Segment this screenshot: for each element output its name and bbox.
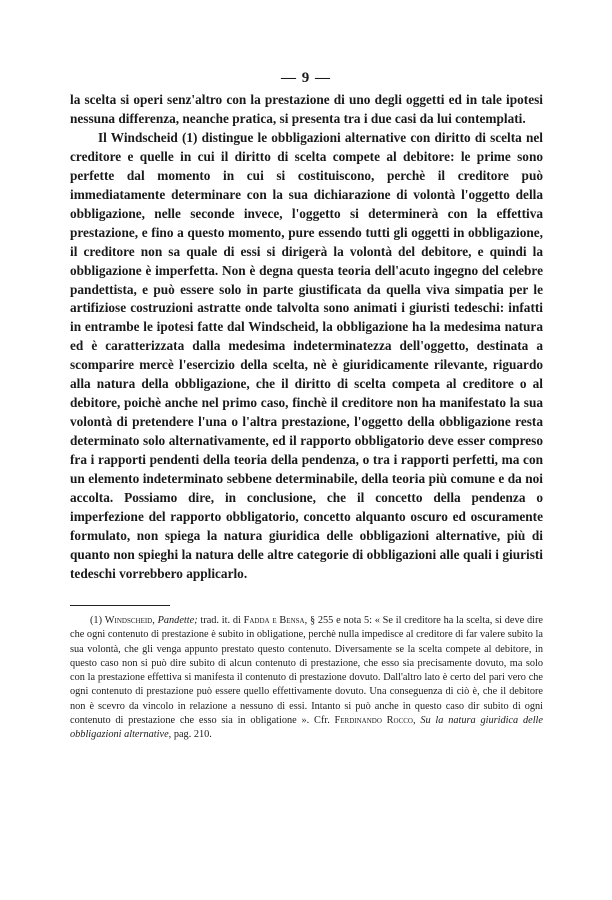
footnote-ref: § 255 e nota 5: (309, 615, 372, 626)
footnote-cited-work: Su la natura giuridica delle obbligazioni alternative, (70, 715, 543, 741)
footnote-translation: trad. it. di (200, 615, 241, 626)
footnote-marker: (1) (90, 615, 103, 626)
footnote-author: Windscheid, (104, 615, 155, 626)
footnote-separator (70, 605, 170, 606)
footnote-work: Pandette; (157, 615, 198, 626)
footnote-translators: Fadda e Bensa, (243, 615, 308, 626)
body-paragraph: Il Windscheid (1) distingue le obbligazioni alternative con diritto di scelta nel creditore e quelle in cui il diritto di scelta compete al debitore: le prime sono perfette dal momento in cui si costituiscono, perchè il creditore può immediatamente determinare con la sua dichiarazione di volontà l'oggetto della obbligazione, nelle seconde invece, l'oggetto si determinerà con la effettiva prestazione, e fino a questo momento, pure essendo tutti gli oggetti in obbligazione, il creditore non sa quale di essi si dirigerà la volontà del debitore, e quindi la obbligazione è imperfetta. Non è degna questa teoria dell'acuto ingegno del celebre pandettista, e può essere solo in parte giustificata da quella viva simpatia per le artifiziose costruzioni astratte onde talvolta sono animati i giuristi tedeschi: infatti in entrambe le ipotesi fatte dal Windscheid, la obbligazione ha la medesima natura ed è caratterizzata dalla medesima indeterminatezza dell'oggetto, destinata a scomparire mercè l'esercizio della scelta, nè è giuridicamente rilevante, riguardo alla natura della obbligazione, che il diritto di scelta competa al creditore o al debitore, poichè anche nel primo caso, finchè il creditore non ha manifestato la sua volontà di pretendere l'una o l'altra prestazione, l'oggetto della obbligazione resta determinato solo alternativamente, ed il rapporto obbligatorio deve esser compreso fra i rapporti pendenti della teoria della pendenza, o tra i rapporti perfetti, ma con un elemento indeterminato sebbene determinabile, della teoria più comune e da noi accolta. Possiamo dire, in conclusione, che il concetto della pendenza o imperfezione del rapporto obbligatorio, concetto alquanto oscuro ed oscuramente formulato, non spiega la natura giuridica delle obbligazioni alternative, più di quanto non spieghi la natura delle altre categorie di obbligazioni alle quali i giuristi tedeschi vorrebbero applicarlo. (70, 129, 543, 581)
footnote-quote: « Se il creditore ha la scelta, si deve dire che ogni contenuto di prestazione è subito in obligatione, perchè nulla impedisce al creditore di far valere subito la sua volontà, che gli venga appunto prestato questo contenuto. Diversamente se la scelta compete al debitore, in questo caso non si può dire subito di alcun contenuto di prestazione, che esso sia precisamente dovuto, ma solo con la prestazione effettiva si manifesta il contenuto di prestazione dovuto. Dall'altro lato è certo del pari vero che ogni contenuto di prestazione può essere quello effettivamente dovuto. Una conseguenza di ciò è, che il debitore non è scevro da vincolo in relazione a nessuno di essi. Intanto si può anche in questo caso dir subito di ogni contenuto di prestazione che esso sia in obligatione ». (70, 615, 543, 727)
footnote (70, 614, 543, 743)
page-number: — 9 — (281, 70, 331, 86)
main-text (70, 91, 543, 584)
continuation-paragraph: la scelta si operi senz'altro con la prestazione di uno degli oggetti ed in tale ipotesi nessuna differenza, neanche pratica, si presenta tra i due casi da lui contemplati. (70, 92, 543, 126)
footnote-cfr: Cfr. (314, 715, 330, 727)
footnote-cited-page: pag. 210. (173, 729, 212, 741)
footnote-cited-author: Ferdinando Rocco, (334, 715, 416, 727)
footnote-text (70, 614, 543, 743)
